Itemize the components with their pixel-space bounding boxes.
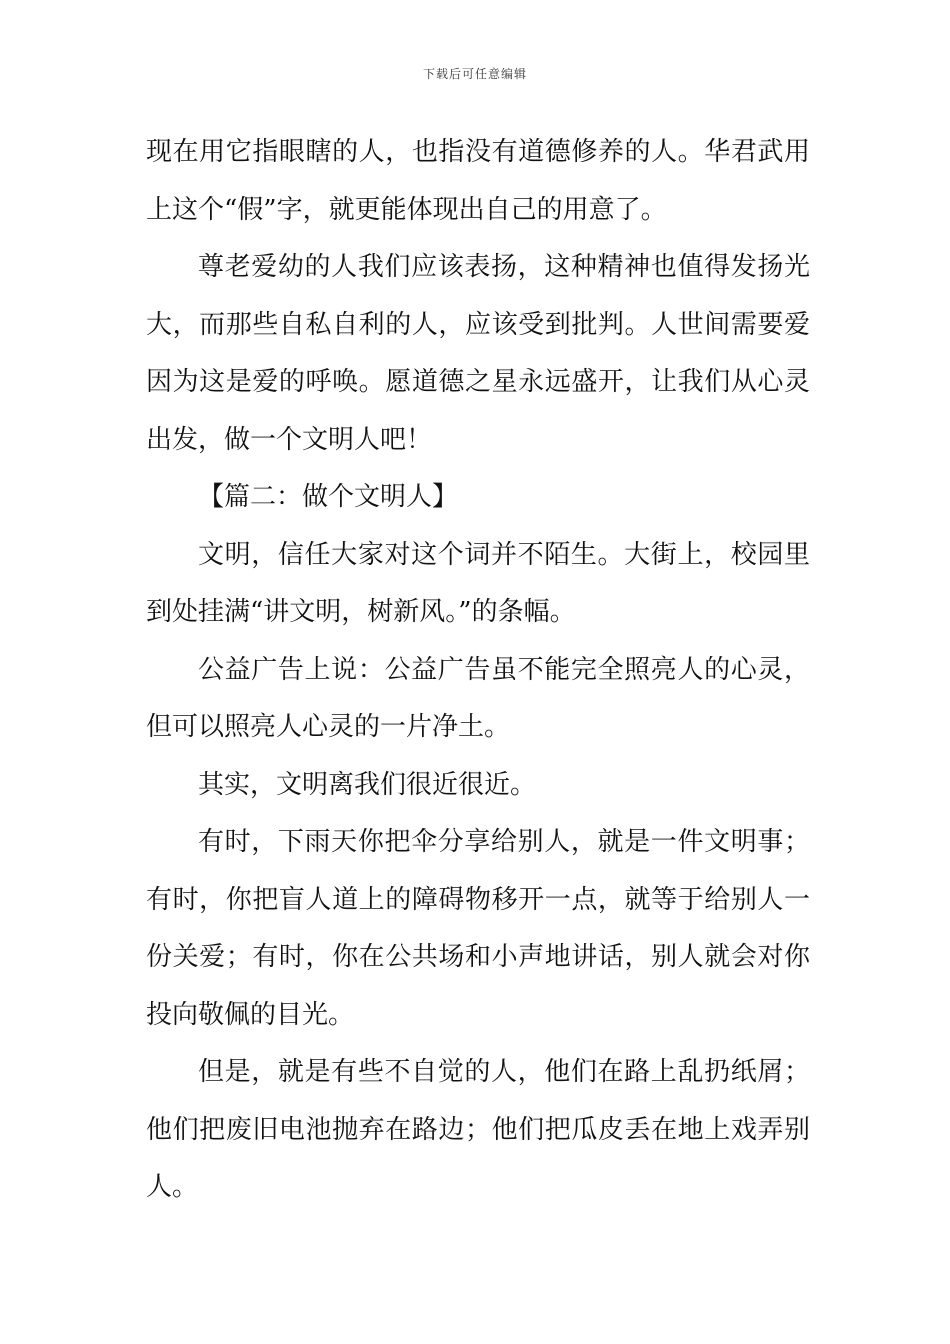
- document-body: [146, 124, 810, 1217]
- paragraph-6: 有时，下雨天你把伞分享给别人，就是一件文明事；有时，你把盲人道上的障碍物移开一点，就等于给别人一份关爱；有时，你在公共场和小声地讲话，别人就会对你投向敬佩的目光。: [146, 827, 810, 1030]
- paragraph-5: 其实，文明离我们很近很近。: [198, 769, 537, 800]
- page-header: 下载后可任意编辑: [422, 67, 527, 81]
- paragraph-1: 现在用它指眼瞎的人，也指没有道德修养的人。华君武用上这个“假”字，就更能体现出自己的用意了。: [146, 137, 810, 225]
- paragraph-4: 公益广告上说：公益广告虽不能完全照亮人的心灵，但可以照亮人心灵的一片净土。: [146, 654, 810, 742]
- paragraph-2: 尊老爱幼的人我们应该表扬，这种精神也值得发扬光大，而那些自私自利的人，应该受到批判。人世间需要爱因为这是爱的呼唤。愿道德之星永远盛开，让我们从心灵出发，做一个文明人吧！: [146, 252, 810, 455]
- paragraph-3: 文明，信任大家对这个词并不陌生。大街上，校园里到处挂满“讲文明，树新风。”的条幅。: [146, 539, 810, 627]
- paragraph-7: 但是，就是有些不自觉的人，他们在路上乱扔纸屑；他们把废旧电池抛弃在路边；他们把瓜皮丢在地上戏弄别人。: [146, 1057, 810, 1202]
- section-heading: 【篇二：做个文明人】: [198, 482, 459, 512]
